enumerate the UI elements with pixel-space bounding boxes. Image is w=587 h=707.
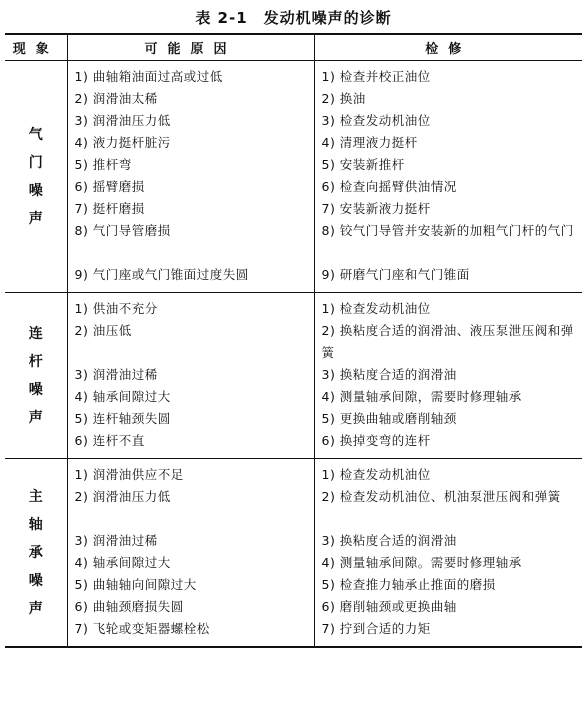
repair-cell — [314, 459, 582, 648]
list-item: 2) 油压低 — [74, 323, 132, 338]
cause-list — [68, 61, 314, 286]
list-item: 3) 润滑油压力低 — [74, 113, 171, 128]
list-item: 1) 润滑油供应不足 — [74, 467, 184, 482]
list-item: 4) 轴承间隙过大 — [74, 389, 171, 404]
list-item: 5) 检查推力轴承止推面的磨损 — [321, 577, 496, 592]
header-repair: 检修 — [314, 34, 582, 61]
list-item: 4) 测量轴承间隙，需要时修理轴承 — [321, 389, 522, 404]
list-item: 2) 换油 — [321, 91, 366, 106]
list-item: 6) 摇臂磨损 — [74, 179, 145, 194]
list-item: 5) 曲轴轴向间隙过大 — [74, 577, 197, 592]
list-item: 6) 磨削轴颈或更换曲轴 — [321, 599, 457, 614]
list-item: 3) 换粘度合适的润滑油 — [321, 533, 457, 548]
phenomenon-cell — [5, 61, 67, 293]
list-item: 5) 推杆弯 — [74, 157, 132, 172]
list-item: 8) 铰气门导管并安装新的加粗气门杆的气门 — [321, 223, 574, 238]
list-item: 6) 曲轴颈磨损失圆 — [74, 599, 184, 614]
group-connecting-rod-noise — [5, 293, 582, 459]
list-item: 1) 曲轴箱油面过高或过低 — [74, 69, 223, 84]
group-valve-noise — [5, 61, 582, 293]
list-item: 8) 气门导管磨损 — [74, 223, 171, 238]
phenomenon-label: 气门噪声 — [28, 126, 43, 227]
header-phenomenon: 现象 — [5, 34, 67, 61]
list-item: 1) 检查发动机油位 — [321, 301, 431, 316]
cause-cell — [67, 293, 314, 459]
list-item: 7) 拧到合适的力矩 — [321, 621, 431, 636]
list-item: 6) 连杆不直 — [74, 433, 145, 448]
list-item: 2) 润滑油压力低 — [74, 489, 171, 504]
list-item: 4) 轴承间隙过大 — [74, 555, 171, 570]
list-item: 4) 液力挺杆脏污 — [74, 135, 171, 150]
list-item: 4) 清理液力挺杆 — [321, 135, 418, 150]
cause-cell — [67, 459, 314, 648]
list-item: 5) 更换曲轴或磨削轴颈 — [321, 411, 457, 426]
phenomenon-cell — [5, 459, 67, 648]
list-item: 2) 换粘度合适的润滑油、液压泵泄压阀和弹簧 — [321, 323, 574, 360]
list-item: 4) 测量轴承间隙。需要时修理轴承 — [321, 555, 522, 570]
header-cause: 可能原因 — [67, 34, 314, 61]
repair-cell — [314, 61, 582, 293]
cause-list — [68, 459, 314, 640]
cause-list — [68, 293, 314, 452]
list-item: 5) 安装新推杆 — [321, 157, 405, 172]
repair-list — [315, 459, 583, 640]
list-item: 2) 润滑油太稀 — [74, 91, 158, 106]
table-title: 表 2-1 发动机噪声的诊断 — [195, 9, 392, 27]
list-item: 7) 挺杆磨损 — [74, 201, 145, 216]
list-item: 3) 换粘度合适的润滑油 — [321, 367, 457, 382]
header-row — [5, 34, 582, 61]
list-item: 7) 安装新液力挺杆 — [321, 201, 431, 216]
list-item: 9) 气门座或气门锥面过度失圆 — [74, 267, 249, 282]
list-item: 6) 检查向摇臂供油情况 — [321, 179, 457, 194]
list-item: 9) 研磨气门座和气门锥面 — [321, 267, 470, 282]
phenomenon-cell — [5, 293, 67, 459]
repair-cell — [314, 293, 582, 459]
repair-list — [315, 61, 583, 286]
list-item: 3) 润滑油过稀 — [74, 367, 158, 382]
list-item: 1) 供油不充分 — [74, 301, 158, 316]
list-item: 5) 连杆轴颈失圆 — [74, 411, 171, 426]
group-main-bearing-noise — [5, 459, 582, 648]
cause-cell — [67, 61, 314, 293]
repair-list — [315, 293, 583, 452]
list-item: 3) 检查发动机油位 — [321, 113, 431, 128]
phenomenon-label: 连杆噪声 — [28, 325, 43, 426]
list-item: 2) 检查发动机油位、机油泵泄压阀和弹簧 — [321, 489, 561, 504]
list-item: 1) 检查发动机油位 — [321, 467, 431, 482]
list-item: 7) 飞轮或变矩器螺栓松 — [74, 621, 210, 636]
list-item: 3) 润滑油过稀 — [74, 533, 158, 548]
phenomenon-label: 主轴承噪声 — [28, 488, 43, 617]
list-item: 1) 检查并校正油位 — [321, 69, 431, 84]
list-item: 6) 换掉变弯的连杆 — [321, 433, 431, 448]
diagnosis-table — [5, 33, 582, 648]
